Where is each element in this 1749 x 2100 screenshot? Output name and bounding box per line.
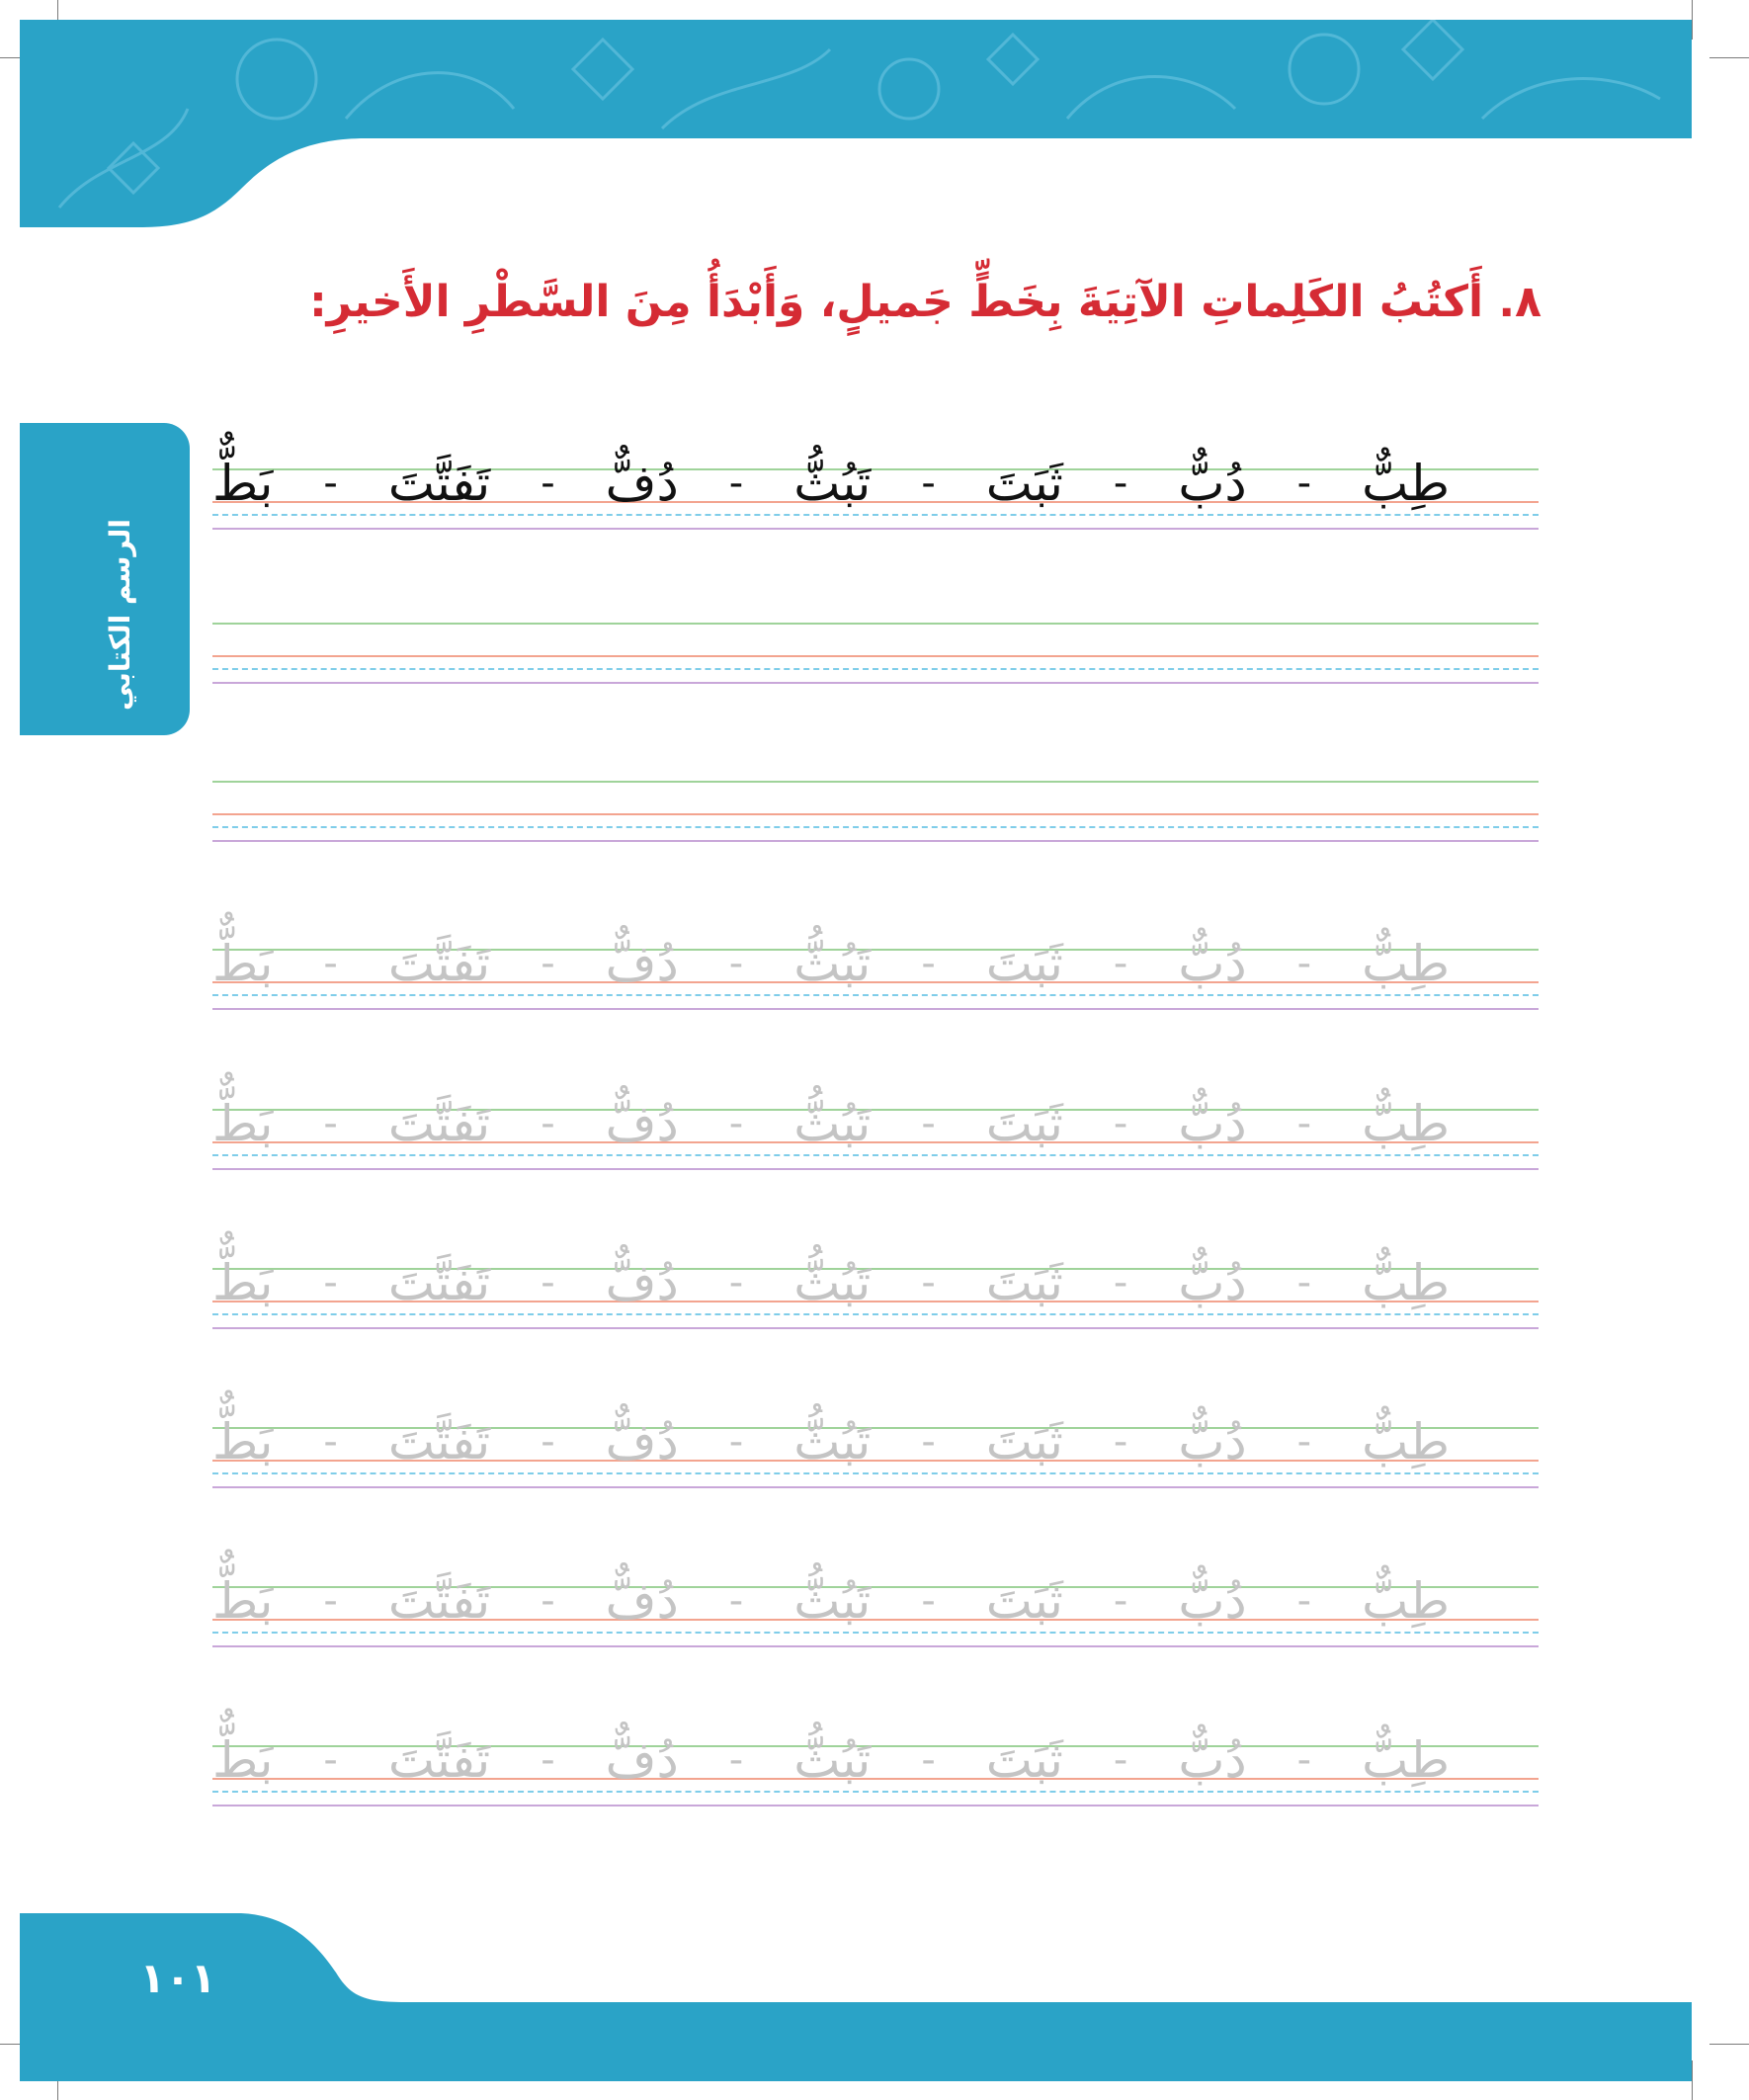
word: طِبٌّ: [1362, 455, 1450, 512]
word: دُفٌّ: [605, 455, 679, 512]
word-separator: -: [728, 461, 744, 506]
handwriting-row-trace[interactable]: [212, 1254, 1539, 1337]
word: دُفٌّ: [605, 1095, 679, 1152]
word-separator: -: [1296, 1260, 1312, 1305]
crop-mark: [1692, 2060, 1693, 2100]
handwriting-row-trace[interactable]: [212, 1572, 1539, 1655]
word-separator: -: [728, 1419, 744, 1465]
word: تَبُثُّ: [793, 1572, 872, 1630]
word: تَبُثُّ: [793, 1413, 872, 1470]
section-side-tab-label: الرسم الكتابي: [104, 519, 136, 711]
word: طِبٌّ: [1362, 1413, 1450, 1470]
word: تَبُثُّ: [793, 1095, 872, 1152]
word: تَفَتَّتَ: [387, 935, 491, 992]
word: بَطٌّ: [212, 1254, 274, 1311]
word-separator: -: [921, 1260, 936, 1305]
word: بَطٌّ: [212, 455, 274, 512]
word: دُبٌّ: [1178, 1572, 1247, 1630]
word: تَبُثُّ: [793, 1731, 872, 1789]
word: ثَبَتَ: [985, 1731, 1063, 1789]
word: تَبُثُّ: [793, 1254, 872, 1311]
trace-words: [212, 1407, 1539, 1476]
word-separator: -: [1113, 1101, 1128, 1146]
word: تَفَتَّتَ: [387, 1731, 491, 1789]
word: تَفَتَّتَ: [387, 1413, 491, 1470]
word: دُفٌّ: [605, 1254, 679, 1311]
trace-words: [212, 929, 1539, 998]
handwriting-row-trace[interactable]: [212, 1413, 1539, 1496]
word-separator: -: [541, 941, 555, 986]
word: طِبٌّ: [1362, 1095, 1450, 1152]
word-separator: -: [921, 461, 936, 506]
trace-words: [212, 1089, 1539, 1158]
word-separator: -: [1296, 1419, 1312, 1465]
word-separator: -: [728, 941, 744, 986]
page-number: ١٠١: [139, 1954, 216, 2002]
word-separator: -: [323, 461, 338, 506]
footer-banner: [20, 1913, 1692, 2081]
handwriting-row-trace[interactable]: [212, 935, 1539, 1018]
word: بَطٌّ: [212, 1095, 274, 1152]
word: تَفَتَّتَ: [387, 1254, 491, 1311]
word-separator: -: [728, 1260, 744, 1305]
word-separator: -: [1113, 1737, 1128, 1783]
word-separator: -: [1296, 1101, 1312, 1146]
handwriting-row-trace[interactable]: [212, 1095, 1539, 1178]
word-separator: -: [323, 1419, 338, 1465]
word-separator: -: [728, 1101, 744, 1146]
word: دُبٌّ: [1178, 1254, 1247, 1311]
word: تَبُثُّ: [793, 935, 872, 992]
word-separator: -: [1113, 941, 1128, 986]
header-banner: [20, 20, 1692, 227]
word-separator: -: [323, 1260, 338, 1305]
word-separator: -: [728, 1578, 744, 1624]
word-separator: -: [728, 1737, 744, 1783]
model-words: [212, 449, 1539, 518]
word: بَطٌّ: [212, 935, 274, 992]
word: تَفَتَّتَ: [387, 1095, 491, 1152]
word: ثَبَتَ: [985, 1413, 1063, 1470]
word-separator: -: [541, 1737, 555, 1783]
crop-mark: [1709, 57, 1749, 58]
word-separator: -: [323, 1578, 338, 1624]
exercise-instruction: ٨. أَكتُبُ الكَلِماتِ الآتِيَةَ بِخَطٍّ جَميلٍ، وَأَبْدَأُ مِنَ السَّطْرِ الأَخيرِ:: [309, 277, 1541, 327]
word: تَبُثُّ: [793, 455, 872, 512]
word: بَطٌّ: [212, 1731, 274, 1789]
word: ثَبَتَ: [985, 935, 1063, 992]
word: طِبٌّ: [1362, 1731, 1450, 1789]
word-separator: -: [1296, 941, 1312, 986]
word-separator: -: [921, 1101, 936, 1146]
word-separator: -: [323, 1101, 338, 1146]
word: بَطٌّ: [212, 1572, 274, 1630]
word-separator: -: [1296, 1737, 1312, 1783]
word-separator: -: [541, 1578, 555, 1624]
word: دُبٌّ: [1178, 935, 1247, 992]
word-separator: -: [323, 941, 338, 986]
handwriting-row-trace[interactable]: [212, 1731, 1539, 1814]
trace-words: [212, 1248, 1539, 1317]
crop-mark: [1709, 2044, 1749, 2045]
word-separator: -: [1113, 461, 1128, 506]
word-separator: -: [1296, 461, 1312, 506]
word-separator: -: [1113, 1419, 1128, 1465]
word: دُبٌّ: [1178, 1095, 1247, 1152]
word: دُفٌّ: [605, 1413, 679, 1470]
word-separator: -: [541, 1260, 555, 1305]
word-separator: -: [921, 1419, 936, 1465]
word: طِبٌّ: [1362, 1572, 1450, 1630]
word-separator: -: [323, 1737, 338, 1783]
word: طِبٌّ: [1362, 935, 1450, 992]
crop-mark: [1692, 0, 1693, 40]
word: دُبٌّ: [1178, 1731, 1247, 1789]
word: ثَبَتَ: [985, 1095, 1063, 1152]
word-separator: -: [921, 941, 936, 986]
word: ثَبَتَ: [985, 1254, 1063, 1311]
word-separator: -: [921, 1578, 936, 1624]
word-separator: -: [541, 461, 555, 506]
handwriting-row-model: [212, 455, 1539, 538]
word-separator: -: [1113, 1578, 1128, 1624]
word: بَطٌّ: [212, 1413, 274, 1470]
handwriting-row-blank[interactable]: [212, 623, 1539, 692]
handwriting-row-blank[interactable]: [212, 781, 1539, 850]
word-separator: -: [541, 1101, 555, 1146]
word-separator: -: [1296, 1578, 1312, 1624]
word: دُبٌّ: [1178, 455, 1247, 512]
word: ثَبَتَ: [985, 455, 1063, 512]
word-separator: -: [921, 1737, 936, 1783]
word: دُفٌّ: [605, 935, 679, 992]
word-separator: -: [541, 1419, 555, 1465]
word: تَفَتَّتَ: [387, 455, 491, 512]
word-separator: -: [1113, 1260, 1128, 1305]
trace-words: [212, 1566, 1539, 1636]
word: طِبٌّ: [1362, 1254, 1450, 1311]
word: دُفٌّ: [605, 1731, 679, 1789]
word: تَفَتَّتَ: [387, 1572, 491, 1630]
word: دُفٌّ: [605, 1572, 679, 1630]
word: دُبٌّ: [1178, 1413, 1247, 1470]
word: ثَبَتَ: [985, 1572, 1063, 1630]
trace-words: [212, 1725, 1539, 1795]
